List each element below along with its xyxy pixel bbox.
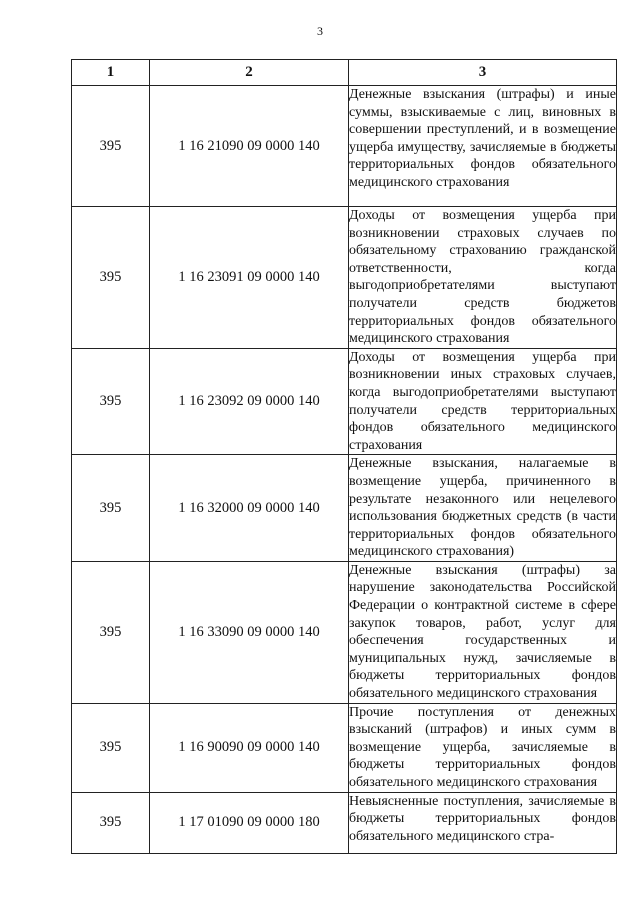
description-cell: Невыясненные поступления, зачисляемые в бюджеты территориальных фондов обязательного медицинского стра- bbox=[349, 792, 617, 853]
table-row bbox=[72, 703, 617, 792]
budget-classification-table bbox=[71, 59, 617, 854]
table-row bbox=[72, 455, 617, 562]
table-row bbox=[72, 792, 617, 853]
budget-code-cell: 1 16 32000 09 0000 140 bbox=[150, 455, 349, 562]
admin-code-cell: 395 bbox=[72, 348, 150, 455]
page-number: 3 bbox=[317, 24, 323, 38]
table-row bbox=[72, 207, 617, 349]
description-cell: Денежные взыскания (штрафы) и иные суммы, взыскиваемые с лиц, виновных в совершении преступлений, и в возмещение ущерба имуществу, зачисляемые в бюджеты территориальных фондов обязательного медицинского страхования bbox=[349, 86, 617, 207]
budget-code-cell: 1 16 90090 09 0000 140 bbox=[150, 703, 349, 792]
admin-code-cell: 395 bbox=[72, 455, 150, 562]
table-row bbox=[72, 86, 617, 207]
column-header-1: 1 bbox=[72, 60, 150, 86]
description-cell: Доходы от возмещения ущерба при возникновении страховых случаев по обязательному страхованию гражданской ответственности, когда выгодоприобретателями выступают получатели средств бюджетов территориальных фондов обязательного медицинского страхования bbox=[349, 207, 617, 349]
budget-code-cell: 1 17 01090 09 0000 180 bbox=[150, 792, 349, 853]
budget-code-cell: 1 16 21090 09 0000 140 bbox=[150, 86, 349, 207]
admin-code-cell: 395 bbox=[72, 792, 150, 853]
table-row bbox=[72, 561, 617, 703]
admin-code-cell: 395 bbox=[72, 561, 150, 703]
table-row bbox=[72, 348, 617, 455]
description-cell: Прочие поступления от денежных взысканий (штрафов) и иных сумм в возмещение ущерба, зачисляемые в бюджеты территориальных фондов обязательного медицинского страхования bbox=[349, 703, 617, 792]
table-header-row bbox=[72, 60, 617, 86]
column-header-3: 3 bbox=[349, 60, 617, 86]
admin-code-cell: 395 bbox=[72, 703, 150, 792]
description-cell: Денежные взыскания, налагаемые в возмещение ущерба, причиненного в результате незаконного или нецелевого использования бюджетных средств (в части территориальных фондов обязательного медицинского страхования) bbox=[349, 455, 617, 562]
description-cell: Доходы от возмещения ущерба при возникновении иных страховых случаев, когда выгодоприобретателями выступают получатели средств территориальных фондов обязательного медицинского страхования bbox=[349, 348, 617, 455]
budget-code-cell: 1 16 23092 09 0000 140 bbox=[150, 348, 349, 455]
column-header-2: 2 bbox=[150, 60, 349, 86]
admin-code-cell: 395 bbox=[72, 207, 150, 349]
budget-code-cell: 1 16 33090 09 0000 140 bbox=[150, 561, 349, 703]
budget-code-cell: 1 16 23091 09 0000 140 bbox=[150, 207, 349, 349]
admin-code-cell: 395 bbox=[72, 86, 150, 207]
description-cell: Денежные взыскания (штрафы) за нарушение законодательства Российской Федерации о контрактной системе в сфере закупок товаров, работ, услуг для обеспечения государственных и муниципальных нужд, зачисляемые в бюджеты территориальных фондов обязательного медицинского страхования bbox=[349, 561, 617, 703]
